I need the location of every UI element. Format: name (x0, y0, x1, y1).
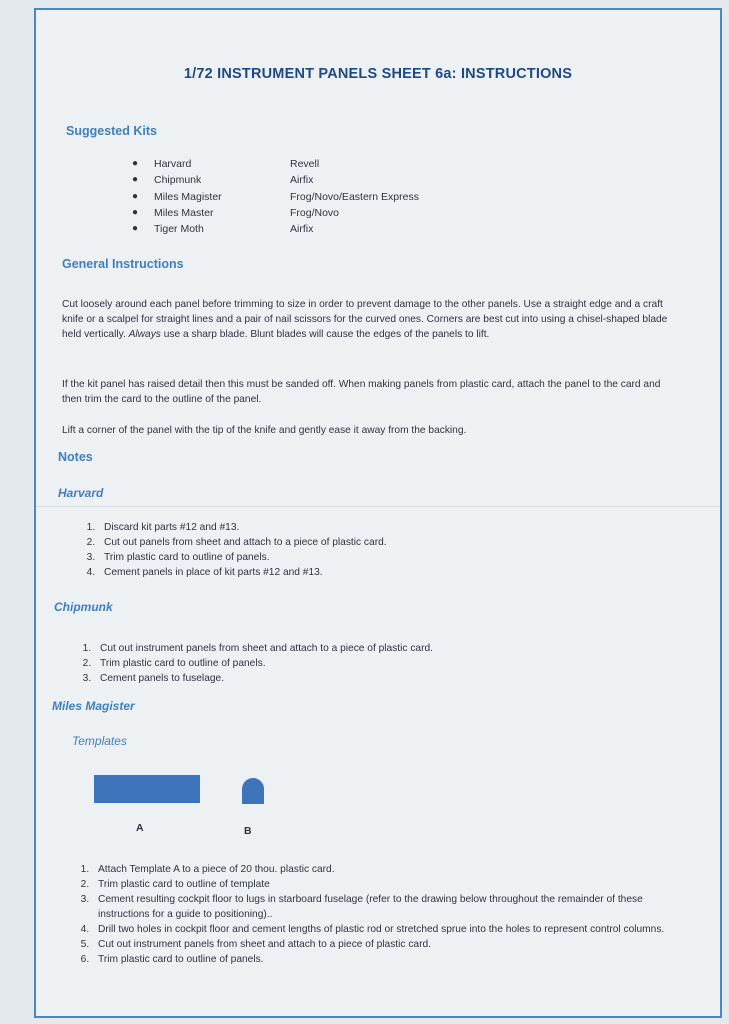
kit-list (132, 156, 419, 237)
template-b-label: B (244, 825, 252, 837)
list-item: 4. Cement panels in place of kit parts #12 and #13. (98, 565, 387, 580)
list-item: 1. Attach Template A to a piece of 20 thou. plastic card. (92, 862, 672, 877)
list-item: 4. Drill two holes in cockpit floor and cement lengths of plastic rod or stretched sprue into the holes to represent control columns. (92, 922, 672, 937)
list-item: 2. Trim plastic card to outline of panels. (94, 656, 433, 671)
list-item: 1. Discard kit parts #12 and #13. (98, 520, 387, 535)
template-a-label: A (136, 822, 144, 834)
harvard-heading: Harvard (58, 486, 104, 500)
page-title: 1/72 INSTRUMENT PANELS SHEET 6a: INSTRUCTIONS (183, 66, 573, 82)
list-item: ● Tiger Moth Airfix (132, 223, 314, 236)
chipmunk-steps (66, 641, 433, 686)
notes-heading: Notes (58, 450, 93, 464)
list-item: 5. Cut out instrument panels from sheet and attach to a piece of plastic card. (92, 937, 672, 952)
general-paragraph-3: Lift a corner of the panel with the tip of the knife and gently ease it away from the backing. (62, 425, 467, 436)
suggested-kits-heading: Suggested Kits (66, 124, 157, 138)
list-item: 1. Cut out instrument panels from sheet and attach to a piece of plastic card. (94, 641, 433, 656)
magister-heading: Miles Magister (52, 699, 135, 713)
instruction-sheet (34, 8, 722, 1018)
list-item: ● Miles Magister Frog/Novo/Eastern Express (132, 190, 419, 203)
list-item: 2. Cut out panels from sheet and attach to a piece of plastic card. (98, 535, 387, 550)
fold-line (36, 506, 720, 507)
list-item: ● Miles Master Frog/Novo (132, 206, 340, 219)
list-item: 3. Cement panels to fuselage. (94, 671, 433, 686)
general-instructions-heading: General Instructions (62, 257, 184, 271)
template-a-shape (94, 775, 200, 803)
general-paragraph-1: Cut loosely around each panel before trimming to size in order to prevent damage to the other panels. Use a straight edge and a craft knife or a scalpel for straight lines and a pair of nail scissors for the curved ones. Corners are best cut into using a chisel-shaped blade held vertically. Always use a sharp blade. Blunt blades will cause the edges of the panels to lift. (62, 299, 668, 340)
templates-heading: Templates (72, 734, 127, 748)
list-item: 2. Trim plastic card to outline of template (92, 877, 672, 892)
list-item: 3. Trim plastic card to outline of panels. (98, 550, 387, 565)
list-item: 6. Trim plastic card to outline of panels. (92, 952, 672, 967)
harvard-steps (70, 520, 387, 580)
template-b-shape (242, 778, 264, 804)
magister-steps (64, 862, 672, 967)
chipmunk-heading: Chipmunk (54, 600, 113, 614)
list-item: ● Harvard Revell (132, 158, 320, 170)
list-item: 3. Cement resulting cockpit floor to lugs in starboard fuselage (refer to the drawing below throughout the remainder of these instructions for a guide to positioning).. (92, 892, 672, 922)
general-paragraph-2: If the kit panel has raised detail then this must be sanded off. When making panels from plastic card, attach the panel to the card and then trim the card to the outline of the panel. (62, 379, 661, 405)
list-item: ● Chipmunk Airfix (132, 174, 314, 187)
